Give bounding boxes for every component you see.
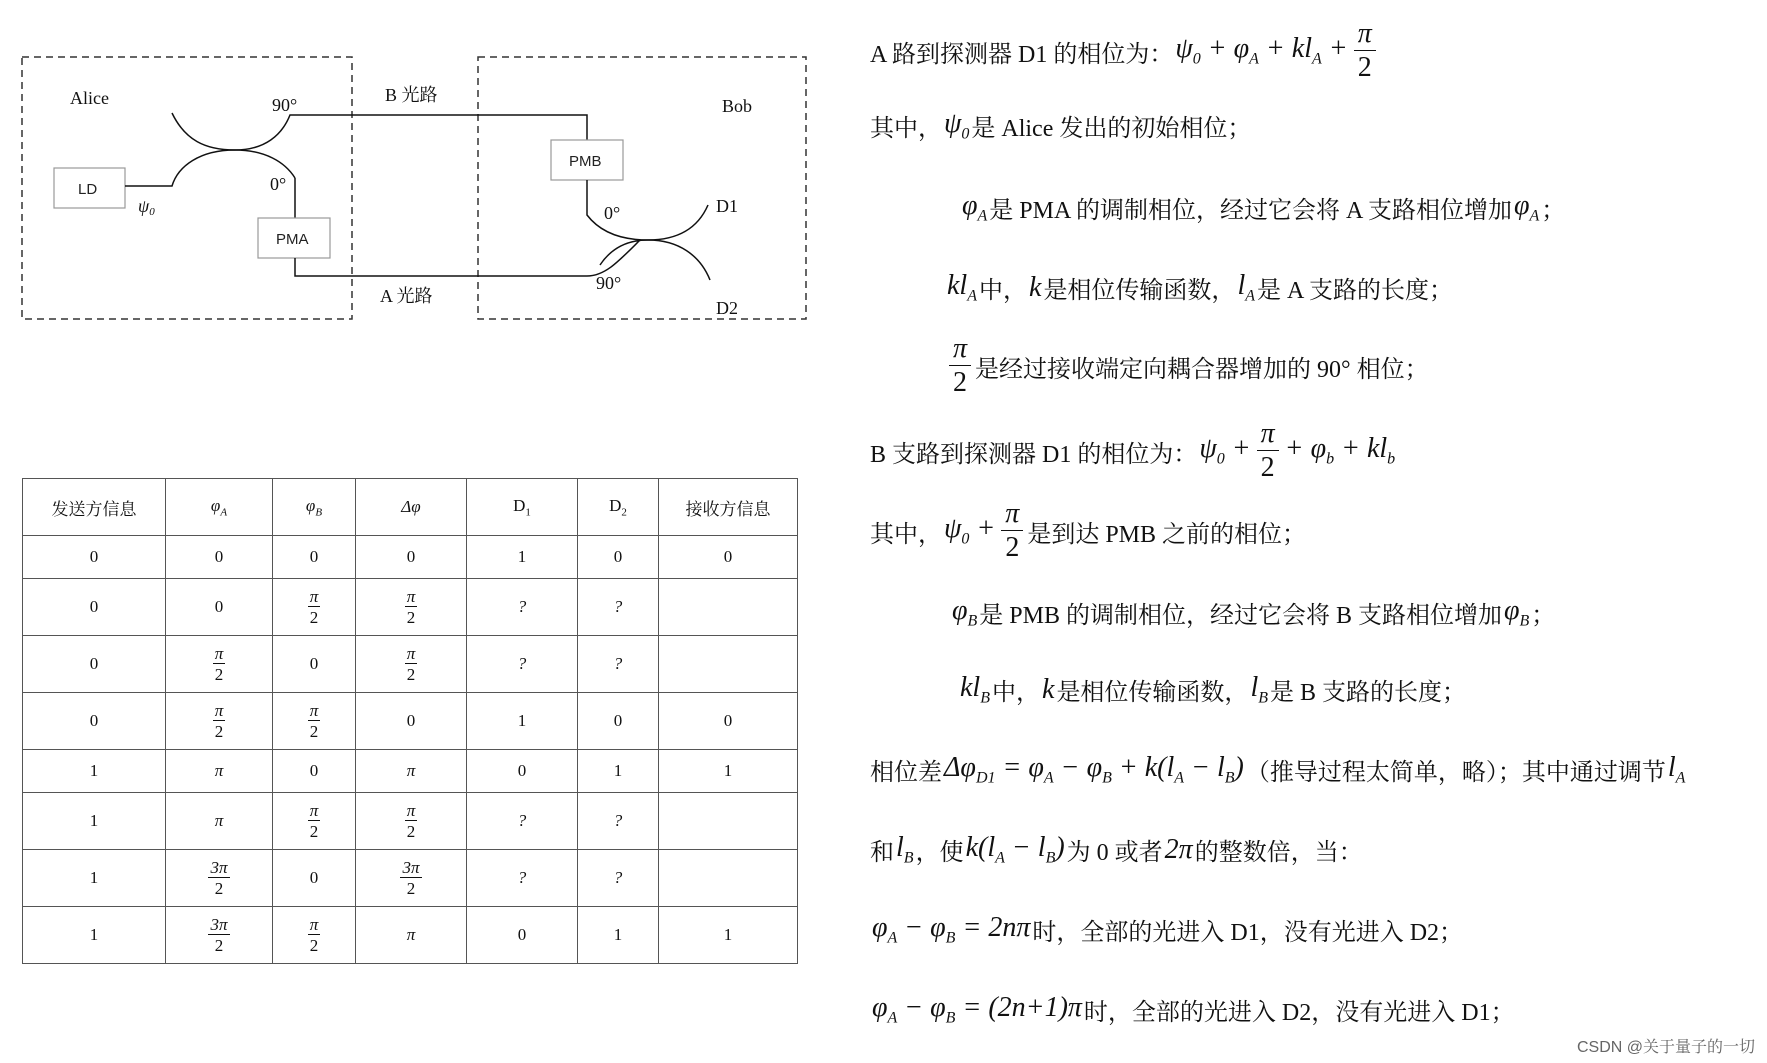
table-cell: π <box>356 750 467 793</box>
table-cell: ? <box>467 636 578 693</box>
table-cell: 0 <box>467 750 578 793</box>
table-cell: 1 <box>578 907 659 964</box>
table-cell: 0 <box>273 636 356 693</box>
table-cell: 0 <box>273 750 356 793</box>
col-sender: 发送方信息 <box>23 479 166 536</box>
table-cell <box>659 850 798 907</box>
table-row <box>23 907 798 964</box>
alice-0-label: 0° <box>270 174 287 194</box>
table-cell: $\frac{3\pi}{2}$ <box>166 850 273 907</box>
col-phi-a: $\varphi_A$ <box>166 479 273 536</box>
table-cell <box>659 793 798 850</box>
table-cell: 1 <box>659 750 798 793</box>
table-row <box>23 636 798 693</box>
table-cell: ? <box>578 850 659 907</box>
table-row <box>23 536 798 579</box>
col-d2: $D_2$ <box>578 479 659 536</box>
table-cell: 0 <box>23 636 166 693</box>
table-cell: $\frac{\pi}{2}$ <box>273 793 356 850</box>
table-cell: ? <box>578 636 659 693</box>
table-cell: ? <box>467 793 578 850</box>
table-cell: 0 <box>273 536 356 579</box>
table-cell: $\frac{3\pi}{2}$ <box>356 850 467 907</box>
table-row <box>23 579 798 636</box>
table-cell: $\frac{\pi}{2}$ <box>273 693 356 750</box>
alice-90-label: 90° <box>272 95 298 115</box>
pma-label: PMA <box>276 231 309 248</box>
bb84-table <box>22 478 798 964</box>
alice-coupler-upper <box>172 113 352 150</box>
path-b-label: B 光路 <box>385 85 438 105</box>
table-cell: $\frac{\pi}{2}$ <box>166 693 273 750</box>
alice-label: Alice <box>70 88 109 108</box>
line-delta: 相位差 $\Delta\varphi_{D1} = \varphi_A - \varphi_B + k(l_A - l_B)$ （推导过程太简单，略）；其中通过调节 $l_A$ <box>870 752 1686 787</box>
table-row <box>23 693 798 750</box>
pmb-label: PMB <box>569 153 602 170</box>
bob-box <box>478 57 806 319</box>
table-cell: 0 <box>273 850 356 907</box>
table-cell: 1 <box>578 750 659 793</box>
table-cell: 1 <box>467 693 578 750</box>
table-cell: 0 <box>659 536 798 579</box>
ld-label: LD <box>78 181 98 198</box>
table-cell: 1 <box>23 850 166 907</box>
table-cell: 1 <box>467 536 578 579</box>
table-cell <box>659 579 798 636</box>
line-phi-b: $\varphi_B$ 是 PMB 的调制相位，经过它会将 B 支路相位增加 $\varphi_B$ ； <box>952 595 1556 630</box>
line-psi0-pi: 其中， $\psi_0$ + $\frac{\pi}{2}$ 是到达 PMB 之前的相位； <box>870 498 1307 563</box>
bob-0-label: 0° <box>604 203 621 223</box>
col-delta-phi: Δφ <box>356 479 467 536</box>
table-cell: 0 <box>23 693 166 750</box>
table-cell: $\frac{\pi}{2}$ <box>273 907 356 964</box>
table-cell: $\frac{\pi}{2}$ <box>166 636 273 693</box>
table-cell: 0 <box>578 536 659 579</box>
d1-label: D1 <box>716 196 738 216</box>
table-cell: 0 <box>578 693 659 750</box>
line-pi-half: $\frac{\pi}{2}$ 是经过接收端定向耦合器增加的 90° 相位； <box>945 335 1429 397</box>
table-cell: π <box>166 750 273 793</box>
line-case-d2: $\varphi_A - \varphi_B = (2n+1)\pi$ 时，全部的光进入 D2，没有光进入 D1； <box>872 992 1515 1027</box>
table-cell: ? <box>578 579 659 636</box>
line-b-phase: B 支路到探测器 D1 的相位为： $\psi_0$ + $\frac{\pi}{2}$ + $\varphi_b + kl_b$ <box>870 418 1396 483</box>
table-cell: 1 <box>23 793 166 850</box>
psi0-label: ψ0 <box>138 196 155 218</box>
table-cell: $\frac{\pi}{2}$ <box>356 793 467 850</box>
table-cell: 0 <box>467 907 578 964</box>
table-cell: 0 <box>356 536 467 579</box>
table-cell: 1 <box>23 750 166 793</box>
watermark: CSDN @关于量子的一切 <box>1576 1039 1755 1056</box>
table-cell: $\frac{\pi}{2}$ <box>356 636 467 693</box>
line-kla: $kl_A$ 中， k 是相位传输函数， $l_A$ 是 A 支路的长度； <box>947 270 1454 305</box>
optical-setup-diagram <box>0 0 810 330</box>
table-cell: 0 <box>23 579 166 636</box>
table-header-row <box>23 479 798 536</box>
table-cell: ? <box>578 793 659 850</box>
d2-label: D2 <box>716 298 738 318</box>
table-cell: 0 <box>166 579 273 636</box>
table-row <box>23 750 798 793</box>
line-case-d1: $\varphi_A - \varphi_B = 2n\pi$ 时，全部的光进入 D1，没有光进入 D2； <box>872 912 1464 947</box>
table-cell: 0 <box>23 536 166 579</box>
bob-label: Bob <box>722 96 753 116</box>
table-cell: ? <box>467 850 578 907</box>
line-phi-a: $\varphi_A$ 是 PMA 的调制相位，经过它会将 A 支路相位增加 $\varphi_A$ ； <box>962 190 1566 225</box>
table-cell: 0 <box>356 693 467 750</box>
table-cell: π <box>166 793 273 850</box>
table-cell: 0 <box>166 536 273 579</box>
col-d1: $D_1$ <box>467 479 578 536</box>
table-cell: 1 <box>659 907 798 964</box>
line-klb: $kl_B$ 中， k 是相位传输函数， $l_B$ 是 B 支路的长度； <box>960 672 1467 707</box>
table-cell: π <box>356 907 467 964</box>
path-a-label: A 光路 <box>380 286 433 306</box>
table-cell: $\frac{\pi}{2}$ <box>273 579 356 636</box>
a-path-fiber <box>295 240 640 276</box>
table-cell: 1 <box>23 907 166 964</box>
table-cell: ? <box>467 579 578 636</box>
line-psi0: 其中， $\psi_0$ 是 Alice 发出的初始相位； <box>870 108 1252 143</box>
table-cell: $\frac{\pi}{2}$ <box>356 579 467 636</box>
line-a-phase: A 路到探测器 D1 的相位为： $\psi_0 + \varphi_A + kl_A$ + $\frac{\pi}{2}$ <box>870 20 1380 82</box>
col-phi-b: $\varphi_B$ <box>273 479 356 536</box>
table-row <box>23 850 798 907</box>
table-cell: $\frac{3\pi}{2}$ <box>166 907 273 964</box>
table-cell <box>659 636 798 693</box>
line-condition: 和 $l_B$ ，使 $k(l_A - l_B)$ 为 0 或者 2π 的整数倍，当： <box>870 832 1363 867</box>
bob-90-label: 90° <box>596 273 622 293</box>
table-cell: 0 <box>659 693 798 750</box>
col-receiver: 接收方信息 <box>659 479 798 536</box>
table-row <box>23 793 798 850</box>
